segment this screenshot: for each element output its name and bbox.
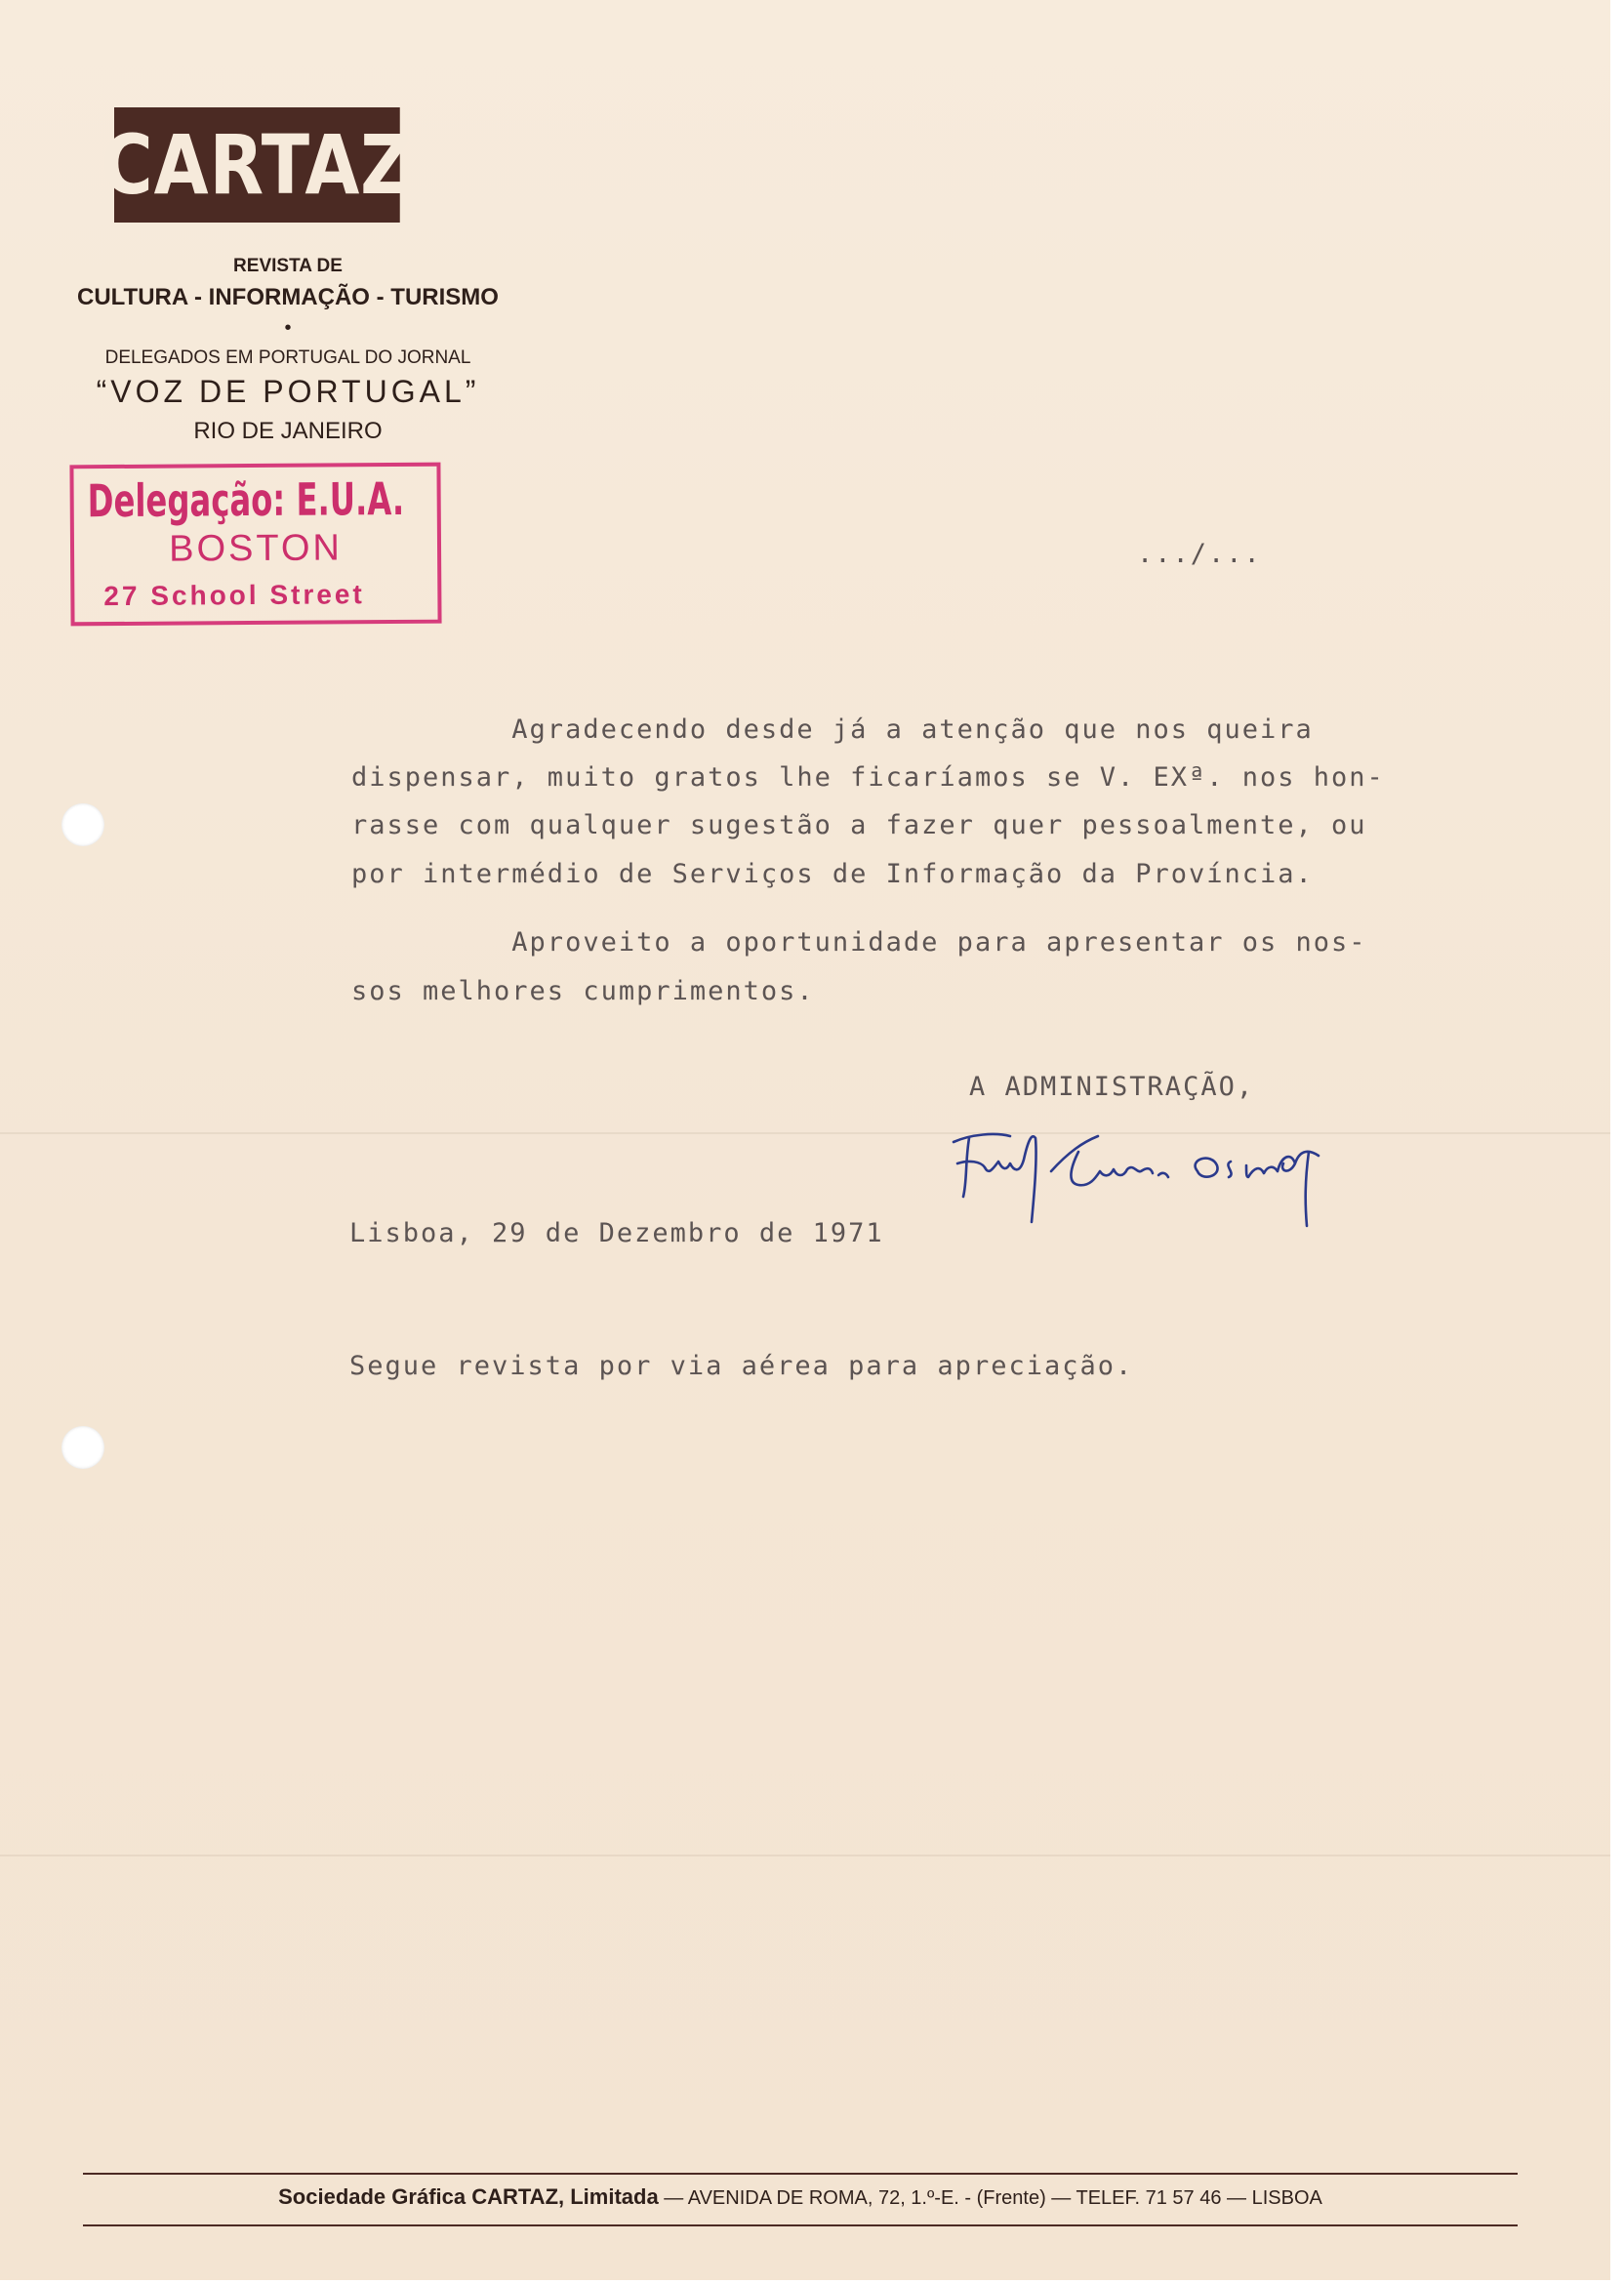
stamp-address: 27 School Street (103, 579, 365, 612)
paragraph-line: Agradecendo desde já a atenção que nos queira (351, 714, 1314, 745)
punch-hole (61, 1426, 104, 1469)
stamp-city: BOSTON (168, 527, 344, 570)
closing: A ADMINISTRAÇÃO, (969, 1072, 1255, 1102)
footer-imprint (83, 2184, 1518, 2210)
postscript: Segue revista por via aérea para apreciação. (349, 1351, 1134, 1381)
footer-address: — AVENIDA DE ROMA, 72, 1.º-E. - (Frente) — TELEF. 71 57 46 — LISBOA (664, 2187, 1322, 2209)
paragraph-line: rasse com qualquer sugestão a fazer quer pessoalmente, ou (351, 810, 1367, 840)
header-bullet: • (284, 317, 292, 339)
footer-company: Sociedade Gráfica CARTAZ, Limitada (278, 2184, 659, 2209)
footer-rule (83, 2224, 1518, 2226)
paragraph-line: Aproveito a oportunidade para apresentar os nos- (351, 927, 1367, 958)
date: Lisboa, 29 de Dezembro de 1971 (349, 1218, 884, 1248)
cartaz-logo: CARTAZ (114, 107, 400, 223)
header-delegates: DELEGADOS EM PORTUGAL DO JORNAL (104, 347, 471, 368)
handwritten-signature (942, 1113, 1420, 1249)
fold-line (0, 1855, 1610, 1856)
header-subtitle-small: REVISTA DE (233, 256, 343, 276)
continuation-mark: .../... (1137, 539, 1262, 569)
paragraph-line: dispensar, muito gratos lhe ficaríamos se V. EXª. nos hon- (351, 762, 1385, 793)
punch-hole (61, 803, 104, 846)
header-subtitle-main: CULTURA - INFORMAÇÃO - TURISMO (77, 284, 499, 310)
header-city: RIO DE JANEIRO (193, 418, 383, 444)
paragraph-line: sos melhores cumprimentos. (351, 976, 815, 1006)
paragraph-line: por intermédio de Serviços de Informação da Província. (351, 859, 1314, 889)
stamp-delegation: Delegação: E.U.A. (87, 471, 405, 528)
footer-rule (83, 2173, 1518, 2175)
delegation-stamp (69, 463, 441, 627)
header-newspaper: “VOZ DE PORTUGAL” (96, 374, 480, 409)
